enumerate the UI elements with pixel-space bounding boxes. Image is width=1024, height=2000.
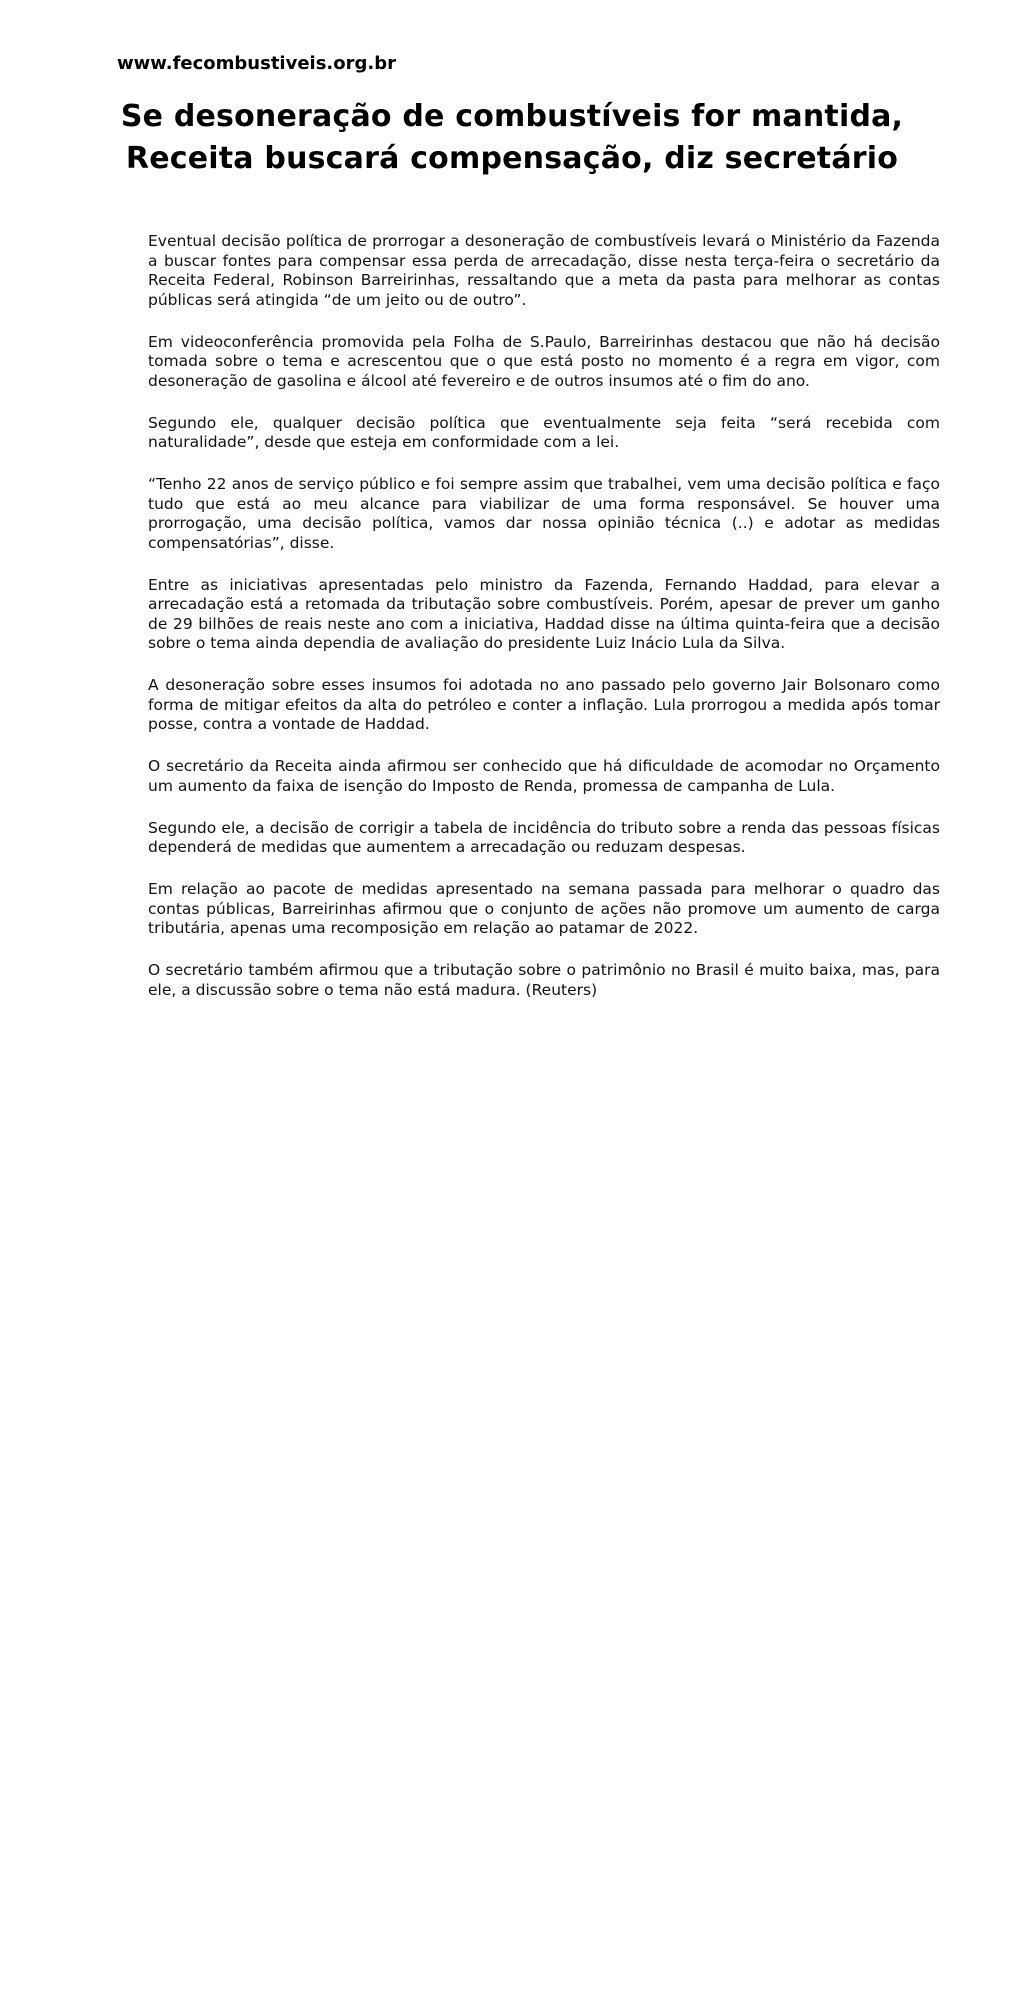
article-paragraph: Eventual decisão política de prorrogar a desoneração de combustíveis levará o Ministério da Fazenda a buscar fontes para compensar essa perda de arrecadação, disse nesta terça-feira o secretário da Receita Federal, Robinson Barreirinhas, ressaltando que a meta da pasta para melhorar as contas públicas será atingida “de um jeito ou de outro”.: [148, 232, 940, 309]
article-body: [148, 232, 940, 1023]
article-paragraph: Em relação ao pacote de medidas apresentado na semana passada para melhorar o quadro das contas públicas, Barreirinhas afirmou que o conjunto de ações não promove um aumento de carga tributária, apenas uma recomposição em relação ao patamar de 2022.: [148, 880, 940, 937]
article-paragraph: Segundo ele, qualquer decisão política que eventualmente seja feita “será recebida com naturalidade”, desde que esteja em conformidade com a lei.: [148, 413, 940, 451]
article-title-line-2: Receita buscará compensação, diz secretário: [125, 141, 899, 176]
article-paragraph: A desoneração sobre esses insumos foi adotada no ano passado pelo governo Jair Bolsonaro como forma de mitigar efeitos da alta do petróleo e conter a inflação. Lula prorrogou a medida após tomar posse, contra a vontade de Haddad.: [148, 676, 940, 733]
article-paragraph: O secretário também afirmou que a tributação sobre o patrimônio no Brasil é muito baixa, mas, para ele, a discussão sobre o tema não está madura. (Reuters): [148, 961, 940, 999]
article-title-line-1: Se desoneração de combustíveis for mantida,: [120, 99, 904, 134]
article-paragraph: “Tenho 22 anos de serviço público e foi sempre assim que trabalhei, vem uma decisão política e faço tudo que está ao meu alcance para viabilizar de uma forma responsável. Se houver uma prorrogação, uma decisão política, vamos dar nossa opinião técnica (..) e adotar as medidas compensatórias”, disse.: [148, 475, 940, 552]
article-paragraph: Segundo ele, a decisão de corrigir a tabela de incidência do tributo sobre a renda das pessoas físicas dependerá de medidas que aumentem a arrecadação ou reduzam despesas.: [148, 818, 940, 856]
article-title: [112, 96, 912, 180]
article-paragraph: Em videoconferência promovida pela Folha de S.Paulo, Barreirinhas destacou que não há decisão tomada sobre o tema e acrescentou que o que está posto no momento é a regra em vigor, com desoneração de gasolina e álcool até fevereiro e de outros insumos até o fim do ano.: [148, 332, 940, 390]
site-url: www.fecombustiveis.org.br: [117, 53, 396, 74]
article-paragraph: Entre as iniciativas apresentadas pelo ministro da Fazenda, Fernando Haddad, para elevar a arrecadação está a retomada da tributação sobre combustíveis. Porém, apesar de prever um ganho de 29 bilhões de reais neste ano com a iniciativa, Haddad disse na última quinta-feira que a decisão sobre o tema ainda dependia de avaliação do presidente Luiz Inácio Lula da Silva.: [148, 575, 940, 652]
article-paragraph: O secretário da Receita ainda afirmou ser conhecido que há dificuldade de acomodar no Orçamento um aumento da faixa de isenção do Imposto de Renda, promessa de campanha de Lula.: [148, 757, 940, 795]
